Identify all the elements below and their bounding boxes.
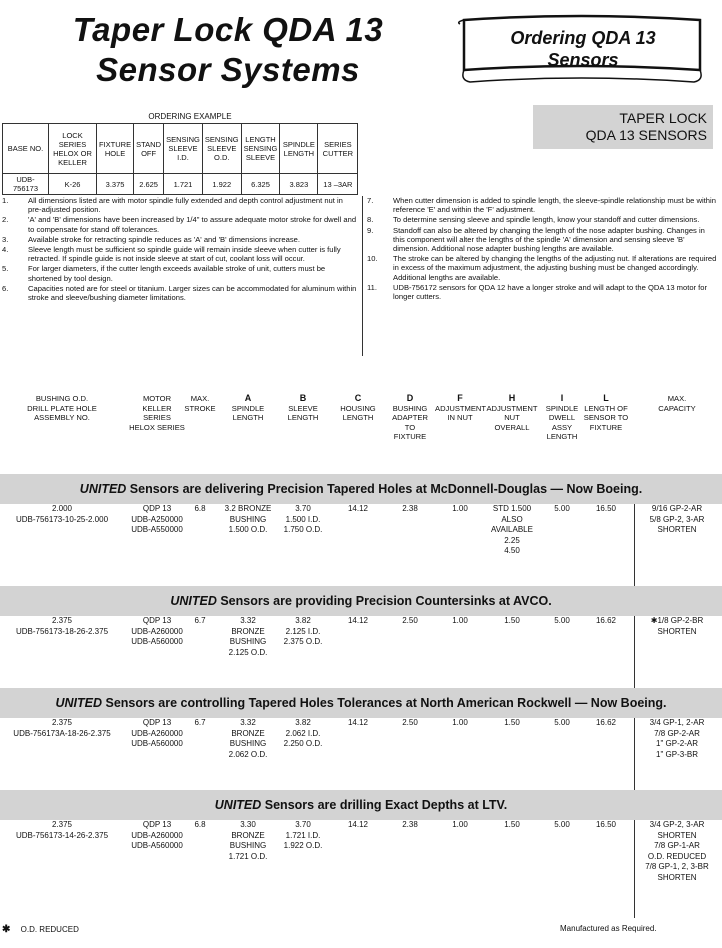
ordering-example-header-row bbox=[3, 124, 358, 174]
example-header: FIXTURE HOLE bbox=[97, 124, 134, 174]
note-item bbox=[0, 284, 358, 302]
spec-cell: 2.38 bbox=[402, 504, 418, 513]
spec-cell: 3/4 GP-1, 2-AR 7/8 GP-2-AR 1" GP-2-AR 1" GP-3-BR bbox=[649, 718, 705, 759]
note-number: 6. bbox=[2, 283, 9, 293]
section-headline bbox=[0, 474, 722, 504]
spec-cell: 14.12 bbox=[347, 504, 369, 513]
column-header bbox=[273, 394, 333, 423]
example-header: LOCK SERIES HELOX OR KELLER bbox=[49, 124, 97, 174]
column-label: LENGTH OF SENSOR TO FIXTURE bbox=[583, 403, 629, 432]
notes-left bbox=[0, 196, 358, 303]
example-header: SENSING SLEEVE I.D. bbox=[164, 124, 203, 174]
note-text: For larger diameters, if the cutter length exceeds available stroke of unit, cutters must be shortened by tool design. bbox=[28, 264, 326, 283]
note-item bbox=[365, 254, 718, 282]
spec-cell: QDP 13 UDB-A250000 UDB-A550000 bbox=[131, 504, 183, 534]
note-item bbox=[0, 235, 358, 244]
note-text: Capacities noted are for steel or titanium. Larger sizes can be accommodated for aluminum within stroke and sleeve/bushing diameter limitations. bbox=[28, 283, 357, 303]
spec-cell: 3.82 2.062 I.D. 2.250 O.D. bbox=[283, 718, 323, 748]
column-header bbox=[218, 394, 278, 423]
note-item bbox=[0, 245, 358, 263]
spec-cell: 3.32 BRONZE BUSHING 2.062 O.D. bbox=[228, 718, 268, 759]
spec-cell: 2.375 UDB-756173A-18-26-2.375 bbox=[13, 718, 111, 738]
column-label: SPINDLE DWELL ASSY LENGTH bbox=[545, 403, 579, 441]
spec-cell: ✱1/8 GP-2-BR SHORTEN bbox=[650, 616, 704, 636]
headline-text: Sensors are drilling Exact Depths at LTV. bbox=[261, 798, 508, 812]
note-number: 10. bbox=[367, 254, 378, 264]
note-item bbox=[365, 283, 718, 301]
example-header: SERIES CUTTER bbox=[318, 124, 358, 174]
spec-cell: QDP 13 UDB-A260000 UDB-A560000 bbox=[131, 616, 183, 646]
notes-right bbox=[362, 196, 718, 356]
spec-cell: 1.50 bbox=[504, 718, 520, 727]
column-letter: B bbox=[299, 393, 307, 403]
note-text: 'A' and 'B' dimensions have been increased by 1/4" to assure adequate motor stroke for dwell and to compensate for stand off tolerances. bbox=[28, 215, 357, 234]
brand-name: UNITED bbox=[214, 798, 262, 812]
spec-cell: 1.00 bbox=[452, 820, 468, 829]
brand-name: UNITED bbox=[170, 594, 217, 608]
section-headline bbox=[0, 790, 722, 820]
spec-cell: 5.00 bbox=[554, 616, 570, 625]
note-text: Sleeve length must be sufficient so spindle guide will remain inside sleeve when cutter is fully retracted. If spindle guide is not inside sleeve at start of cut, coolant loss will occur. bbox=[28, 245, 341, 264]
spec-cell: 6.7 bbox=[194, 718, 206, 727]
headline-text: Sensors are controlling Tapered Holes Tolerances at North American Rockwell — Now Boeing. bbox=[102, 696, 667, 710]
spec-cell: 14.12 bbox=[347, 718, 369, 727]
spec-cell: 1.00 bbox=[452, 616, 468, 625]
spec-cell: 3.70 1.721 I.D. 1.922 O.D. bbox=[283, 820, 323, 850]
column-header bbox=[182, 394, 218, 413]
ordering-example-value-row bbox=[3, 174, 358, 195]
spec-cell: 5.00 bbox=[554, 718, 570, 727]
spec-cell: 1.00 bbox=[452, 504, 468, 513]
brand-name: UNITED bbox=[55, 696, 103, 710]
column-header bbox=[124, 394, 190, 432]
title-line-2: Sensor Systems bbox=[96, 51, 360, 88]
column-header bbox=[581, 394, 631, 432]
spec-cell: 16.62 bbox=[595, 616, 617, 625]
note-number: 9. bbox=[367, 225, 374, 235]
spec-cell: 16.50 bbox=[595, 504, 617, 513]
spec-cell: 14.12 bbox=[347, 820, 369, 829]
banner-line-1: Ordering QDA 13 bbox=[510, 28, 656, 48]
spec-cell: QDP 13 UDB-A260000 UDB-A560000 bbox=[131, 820, 183, 850]
note-number: 5. bbox=[2, 264, 9, 274]
spec-cell: 9/16 GP-2-AR 5/8 GP-2, 3-AR SHORTEN bbox=[649, 504, 705, 534]
note-text: The stroke can be altered by changing the lengths of the adjusting nut. If alterations are required in excess of the maximum adjustment, the adjusting bushing must be changed accordingly. Additional lengths are available. bbox=[393, 254, 717, 282]
brand-name: UNITED bbox=[79, 482, 127, 496]
column-header bbox=[435, 394, 485, 423]
title-line-1: Taper Lock QDA 13 bbox=[72, 11, 384, 48]
spec-cell: QDP 13 UDB-A260000 UDB-A560000 bbox=[131, 718, 183, 748]
headline-text: Sensors are delivering Precision Tapered Holes at McDonnell-Douglas — Now Boeing. bbox=[126, 482, 643, 496]
note-item bbox=[0, 196, 358, 214]
column-letter: L bbox=[603, 393, 609, 403]
column-label: MAX. CAPACITY bbox=[658, 394, 696, 413]
column-header bbox=[540, 394, 584, 442]
column-label: MOTOR KELLER SERIES HELOX SERIES bbox=[129, 394, 185, 432]
spec-cell: 2.50 bbox=[402, 718, 418, 727]
spec-cell: 2.375 UDB-756173-14-26-2.375 bbox=[15, 820, 109, 840]
spec-cell: 3/4 GP-2, 3-AR SHORTEN 7/8 GP-1-AR O.D. REDUCED 7/8 GP-1, 2, 3-BR SHORTEN bbox=[645, 820, 709, 882]
column-label: ADJUSTMENT IN NUT bbox=[435, 403, 487, 422]
note-text: UDB-756172 sensors for QDA 12 have a longer stroke and will adapt to the QDA 13 motor for longer cutters. bbox=[393, 282, 708, 302]
spec-cell: 6.8 bbox=[194, 504, 206, 513]
spec-cell: 2.375 UDB-756173-18-26-2.375 bbox=[15, 616, 109, 636]
spec-cell: 6.7 bbox=[194, 616, 206, 625]
document-title bbox=[28, 10, 428, 90]
example-value: 13 –3AR bbox=[318, 174, 358, 195]
column-label: MAX. STROKE bbox=[184, 394, 216, 413]
example-value: 3.375 bbox=[97, 174, 134, 195]
example-header: LENGTH SENSING SLEEVE bbox=[241, 124, 280, 174]
ordering-banner bbox=[456, 14, 706, 88]
example-header: STAND OFF bbox=[134, 124, 164, 174]
column-label: ADJUSTMENT NUT OVERALL bbox=[486, 403, 538, 432]
column-letter: A bbox=[244, 393, 252, 403]
note-number: 1. bbox=[2, 196, 9, 205]
column-header bbox=[2, 394, 122, 423]
note-number: 8. bbox=[367, 215, 374, 225]
spec-cell: 16.62 bbox=[595, 718, 617, 727]
spec-cell: 5.00 bbox=[554, 820, 570, 829]
spec-cell: 5.00 bbox=[554, 504, 570, 513]
asterisk-icon: ✱ bbox=[2, 924, 11, 935]
example-value: 6.325 bbox=[241, 174, 280, 195]
column-label: BUSHING O.D. DRILL PLATE HOLE ASSEMBLY NO. bbox=[27, 394, 97, 422]
example-value: 1.721 bbox=[164, 174, 203, 195]
spec-cell: 1.00 bbox=[452, 718, 468, 727]
example-header: BASE NO. bbox=[3, 124, 49, 174]
column-letter: I bbox=[560, 393, 564, 403]
note-text: To determine sensing sleeve and spindle length, know your standoff and cutter dimensions. bbox=[393, 215, 700, 225]
column-header bbox=[333, 394, 383, 423]
footer-note bbox=[2, 924, 79, 935]
taper-lock-label bbox=[533, 105, 713, 149]
footer-left-text: O.D. REDUCED bbox=[20, 925, 79, 934]
spec-cell: 3.2 BRONZE BUSHING 1.500 O.D. bbox=[224, 504, 272, 534]
note-number: 4. bbox=[2, 245, 9, 255]
note-item bbox=[365, 196, 718, 214]
spec-cell: STD 1.500 ALSO AVAILABLE 2.25 4.50 bbox=[491, 504, 533, 555]
note-text: All dimensions listed are with motor spindle fully extended and depth control adjustment nut in pre-adjusted position. bbox=[28, 196, 343, 215]
example-value: 3.823 bbox=[280, 174, 318, 195]
note-item bbox=[365, 215, 718, 224]
example-value: 1.922 bbox=[202, 174, 241, 195]
taper-lock-line-1: TAPER LOCK bbox=[619, 110, 707, 126]
spec-cell: 2.50 bbox=[402, 616, 418, 625]
spec-cell: 1.50 bbox=[504, 616, 520, 625]
note-item bbox=[0, 215, 358, 233]
headline-text: Sensors are providing Precision Countersinks at AVCO. bbox=[216, 594, 552, 608]
ordering-example-table bbox=[2, 123, 358, 195]
spec-cell: 3.32 BRONZE BUSHING 2.125 O.D. bbox=[228, 616, 268, 657]
example-value: UDB-756173 bbox=[3, 174, 49, 195]
column-letter: H bbox=[508, 393, 516, 403]
column-letter: D bbox=[406, 393, 414, 403]
column-header bbox=[385, 394, 435, 442]
spec-cell: 1.50 bbox=[504, 820, 520, 829]
spec-cell: 2.38 bbox=[402, 820, 418, 829]
spec-cell: 2.000 UDB-756173-10-25-2.000 bbox=[15, 504, 109, 524]
column-header bbox=[486, 394, 538, 432]
spec-cell: 14.12 bbox=[347, 616, 369, 625]
note-number: 7. bbox=[367, 196, 374, 205]
spec-cell: 3.82 2.125 I.D. 2.375 O.D. bbox=[283, 616, 323, 646]
column-label: HOUSING LENGTH bbox=[340, 403, 376, 422]
banner-line-2: Sensors bbox=[547, 50, 619, 70]
note-text: Available stroke for retracting spindle reduces as 'A' and 'B' dimensions increase. bbox=[28, 234, 301, 244]
section-headline bbox=[0, 586, 722, 616]
spec-cell: 16.50 bbox=[595, 820, 617, 829]
column-label: SLEEVE LENGTH bbox=[287, 403, 319, 422]
column-letter: F bbox=[457, 393, 463, 403]
note-item bbox=[0, 264, 358, 282]
column-label: SPINDLE LENGTH bbox=[231, 403, 265, 422]
spec-cell: 6.8 bbox=[194, 820, 206, 829]
taper-lock-line-2: QDA 13 SENSORS bbox=[585, 127, 707, 143]
column-letter: C bbox=[354, 393, 362, 403]
note-item bbox=[365, 226, 718, 254]
example-value: K-26 bbox=[49, 174, 97, 195]
example-header: SENSING SLEEVE O.D. bbox=[202, 124, 241, 174]
spec-cell: 3.70 1.500 I.D. 1.750 O.D. bbox=[283, 504, 323, 534]
column-header bbox=[634, 394, 720, 413]
note-number: 11. bbox=[367, 282, 377, 292]
note-number: 3. bbox=[2, 234, 9, 244]
footer-right-text: Manufactured as Required. bbox=[560, 924, 657, 933]
example-value: 2.625 bbox=[134, 174, 164, 195]
spec-cell: 3.30 BRONZE BUSHING 1.721 O.D. bbox=[228, 820, 268, 861]
note-text: When cutter dimension is added to spindle length, the sleeve-spindle relationship must be within reference 'E' and within the 'F' adjustment. bbox=[393, 196, 716, 215]
ordering-example-title: ORDERING EXAMPLE bbox=[148, 112, 232, 121]
note-number: 2. bbox=[2, 215, 9, 225]
example-header: SPINDLE LENGTH bbox=[280, 124, 318, 174]
column-label: BUSHING ADAPTER TO FIXTURE bbox=[392, 403, 428, 441]
note-text: Standoff can also be altered by changing the length of the nose adapter bushing. Changes in this component will alter the lengths of the spindle 'A' dimension and sensing sleeve 'B' dimension. Additional nose adapter bushing lengths are available. bbox=[393, 225, 705, 254]
section-headline bbox=[0, 688, 722, 718]
